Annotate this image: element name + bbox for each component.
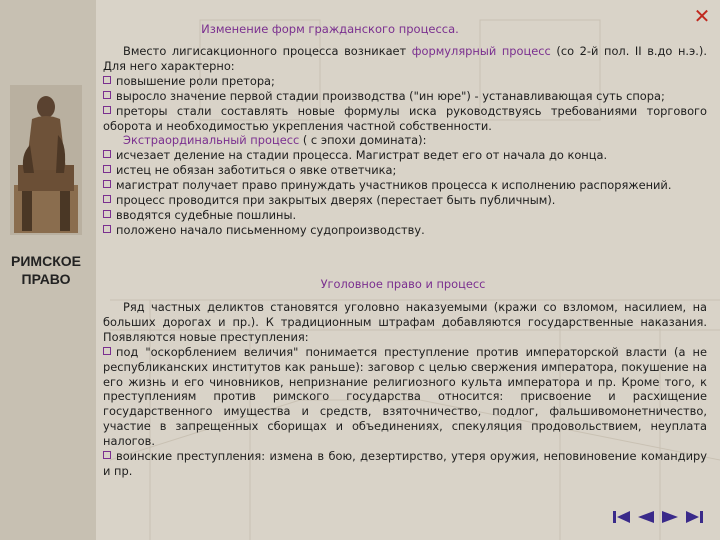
next-icon — [660, 510, 680, 524]
text-block-criminal-law — [103, 300, 707, 479]
text-run: повышение роли претора; — [116, 73, 275, 88]
text-block-civil-process — [103, 44, 707, 238]
text-run: истец не обязан заботиться о явке ответчика; — [116, 163, 397, 178]
last-icon — [684, 510, 704, 524]
page-title: Изменение форм гражданского процесса. — [201, 22, 459, 36]
bullet-item — [103, 223, 707, 238]
next-page-button[interactable] — [659, 508, 681, 525]
bullet-icon — [103, 210, 111, 218]
text-run: процесс проводится при закрытых дверях (перестает быть публичным). — [116, 193, 556, 208]
bullet-item — [103, 178, 707, 193]
bullet-icon — [103, 180, 111, 188]
text-run: магистрат получает право принуждать участников процесса к исполнению распоряжений. — [116, 178, 672, 193]
prev-icon — [636, 510, 656, 524]
text-run: (со 2-й пол. II в.до н.э.). Для него характерно: — [103, 44, 707, 73]
text-run: вводятся судебные пошлины. — [116, 207, 297, 222]
text-run: Ряд частных деликтов становятся уголовно наказуемыми (кражи со взломом, насилием, на больших дорогах и пр.). К традиционным штрафам добавляются государственные наказания. Появляются новые преступления: — [103, 300, 707, 344]
text-run: исчезает деление на стадии процесса. Магистрат ведет его от начала до конца. — [116, 148, 608, 163]
sidebar-title: РИМСКОЕ ПРАВО — [11, 253, 81, 287]
close-icon[interactable]: ✕ — [693, 4, 711, 28]
last-page-button[interactable] — [683, 508, 705, 525]
text-run: положено начало письменному судопроизводству. — [116, 222, 425, 237]
text-run: преторы стали составлять новые формулы иска руководствуясь требованиями торгового оборота и необходимостью укрепления частной собственности. — [103, 103, 707, 133]
sidebar — [0, 0, 96, 540]
bullet-item — [103, 208, 707, 223]
bullet-item — [103, 89, 707, 104]
bullet-icon — [103, 451, 111, 459]
text-run: Вместо лигисакционного процесса возникает — [123, 44, 412, 58]
highlight-term: Экстраординальный процесс — [123, 133, 300, 148]
highlight-term: формулярный процесс — [411, 44, 551, 58]
bullet-icon — [103, 150, 111, 158]
section-heading: Уголовное право и процесс — [320, 277, 486, 291]
bullet-icon — [103, 106, 111, 114]
bullet-item — [103, 163, 707, 178]
prev-page-button[interactable] — [635, 508, 657, 525]
paragraph — [103, 133, 707, 148]
bullet-icon — [103, 225, 111, 233]
bullet-item — [103, 345, 707, 449]
bullet-icon — [103, 165, 111, 173]
navigation-bar — [611, 508, 705, 525]
first-page-button[interactable] — [611, 508, 633, 525]
bullet-item — [103, 193, 707, 208]
paragraph — [103, 44, 707, 74]
bullet-item — [103, 148, 707, 163]
bullet-icon — [103, 76, 111, 84]
statue-image — [10, 85, 82, 235]
text-run: выросло значение первой стадии производства ("ин юре") - устанавливающая суть спора; — [116, 88, 665, 103]
paragraph — [103, 300, 707, 345]
bullet-item — [103, 449, 707, 479]
text-run: ( с эпохи домината): — [299, 133, 427, 148]
first-icon — [612, 510, 632, 524]
bullet-icon — [103, 91, 111, 99]
bullet-icon — [103, 195, 111, 203]
text-run: воинские преступления: измена в бою, дезертирство, утеря оружия, неповиновение командиру и пр. — [103, 449, 707, 478]
bullet-item — [103, 104, 707, 134]
bullet-item — [103, 74, 707, 89]
bullet-icon — [103, 347, 111, 355]
text-run: под "оскорблением величия" понимается преступление против императорской власти (а не республиканских институтов как раньше): заговор с целью свержения императора, покушение на его жизнь и его чиновников, непризнание религиозного культа императора и пр. Кроме того, к преступлениям против римского государства относится: присвоение и расхищение государственного имущества и средств, взяточничество, подлог, фальшивомонетничество, участие в запрещенных сборищах и объединениях, спекуляция продовольствием, неуплата налогов. — [103, 344, 707, 449]
